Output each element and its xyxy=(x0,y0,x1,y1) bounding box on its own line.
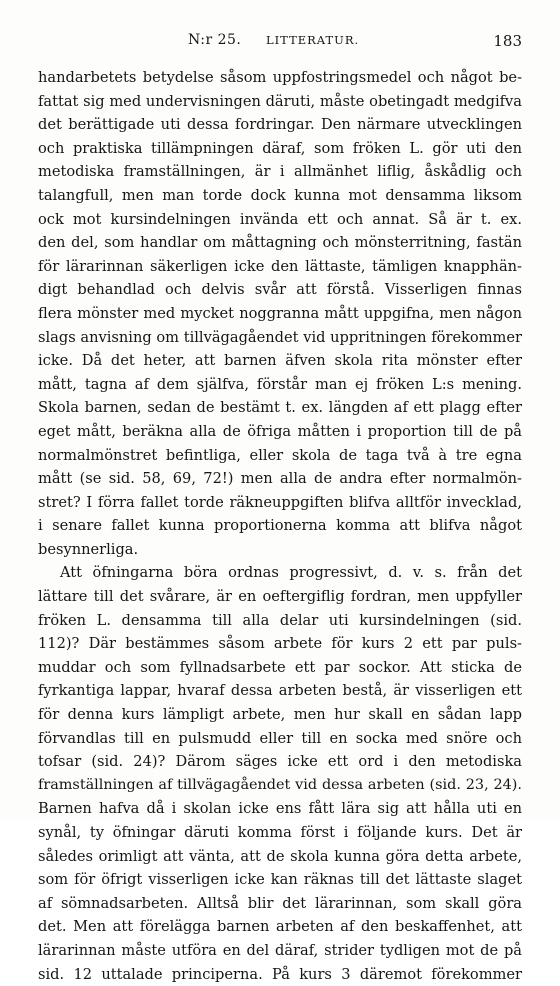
text-line: det. Men att förelägga barnen arbeten af den beskaffenhet, att xyxy=(38,918,522,936)
page-number: 183 xyxy=(493,32,522,50)
text-line: stret? I förra fallet torde räkneuppgiften blifva alltför invecklad, xyxy=(38,493,522,511)
text-line: Skola barnen, sedan de bestämt t. ex. längden af ett plagg efter xyxy=(38,399,522,417)
text-line: slags anvisning om tillvägagåendet vid uppritningen förekommer xyxy=(38,328,522,346)
text-line: muddar och som fyllnadsarbete ett par sockor. Att sticka de xyxy=(38,658,522,676)
text-line: eget mått, beräkna alla de öfriga måtten i proportion till de på xyxy=(38,422,522,440)
text-line: det berättigade uti dessa fordringar. Den närmare utvecklingen xyxy=(38,116,522,134)
text-line: icke. Då det heter, att barnen äfven skola rita mönster efter xyxy=(38,352,522,370)
text-line: digt behandlad och delvis svår att förstå. Visserligen finnas xyxy=(38,281,522,299)
text-line: den del, som handlar om måttagning och mönsterritning, fastän xyxy=(38,234,522,252)
text-line: ock mot kursindelningen invända ett och annat. Så är t. ex. xyxy=(38,210,522,228)
text-line: lättare till det svårare, är en oeftergiflig fordran, men uppfyller xyxy=(38,588,522,606)
text-line: förvandlas till en pulsmudd eller till en socka med snöre och xyxy=(38,729,522,747)
text-line: handarbetets betydelse såsom uppfostringsmedel och något be- xyxy=(38,69,522,86)
running-header xyxy=(38,32,522,52)
text-line: Att öfningarna böra ordnas progressivt, d. v. s. från det xyxy=(60,564,522,582)
text-line: för denna kurs lämpligt arbete, men hur skall en sådan lapp xyxy=(38,706,522,724)
text-line: sid. 12 uttalade principerna. På kurs 3 däremot förekommer xyxy=(38,965,522,983)
text-line: tofsar (sid. 24)? Därom säges icke ett ord i den metodiska xyxy=(38,753,522,771)
text-line: besynnerliga. xyxy=(38,540,139,558)
text-line: således orimligt att vänta, att de skola kunna göra detta arbete, xyxy=(38,847,522,865)
text-line: fattat sig med undervisningen däruti, måste obetingadt medgifva xyxy=(38,92,522,110)
text-line: flera mönster med mycket noggranna mått uppgifna, men någon xyxy=(38,304,522,322)
text-line: mått (se sid. 58, 69, 72!) men alla de andra efter normalmön- xyxy=(38,470,522,488)
text-line: Barnen hafva då i skolan icke ens fått lära sig att hålla uti en xyxy=(38,800,522,818)
text-line: talangfull, men man torde dock kunna mot densamma liksom xyxy=(38,186,522,204)
text-line: och praktiska tillämpningen däraf, som fröken L. gör uti den xyxy=(38,139,522,157)
text-line: fyrkantiga lappar, hvaraf dessa arbeten bestå, är visserligen ett xyxy=(38,682,522,700)
text-line: i senare fallet kunna proportionerna komma att blifva något xyxy=(38,517,522,535)
section-title: LITTERATUR. xyxy=(266,33,360,47)
text-line: mått, tagna af dem själfva, förstår man ej fröken L:s mening. xyxy=(38,375,522,393)
issue-number: N:r 25. xyxy=(188,32,242,48)
text-line: synål, ty öfningar däruti komma först i följande kurs. Det är xyxy=(38,824,522,841)
text-line: metodiska framställningen, är i allmänhet liflig, åskådlig och xyxy=(38,163,522,181)
text-line: fröken L. densamma till alla delar uti kursindelningen (sid. xyxy=(38,611,522,629)
text-line: 112)? Där bestämmes såsom arbete för kurs 2 ett par puls- xyxy=(38,635,522,653)
text-line: af sömnadsarbeten. Alltså blir det lärarinnan, som skall göra xyxy=(38,894,522,912)
text-line: normalmönstret befintliga, eller skola de taga två à tre egna xyxy=(38,446,522,464)
text-line: som för öfrigt visserligen icke kan räknas till det lättaste slaget xyxy=(38,871,522,889)
text-line: lärarinnan måste utföra en del däraf, strider tydligen mot de på xyxy=(38,941,522,959)
body-text xyxy=(38,66,522,986)
text-line: framställningen af tillvägagåendet vid dessa arbeten (sid. 23, 24). xyxy=(38,776,522,793)
text-line: för lärarinnan säkerligen icke den lättaste, tämligen knapphän- xyxy=(38,257,522,275)
